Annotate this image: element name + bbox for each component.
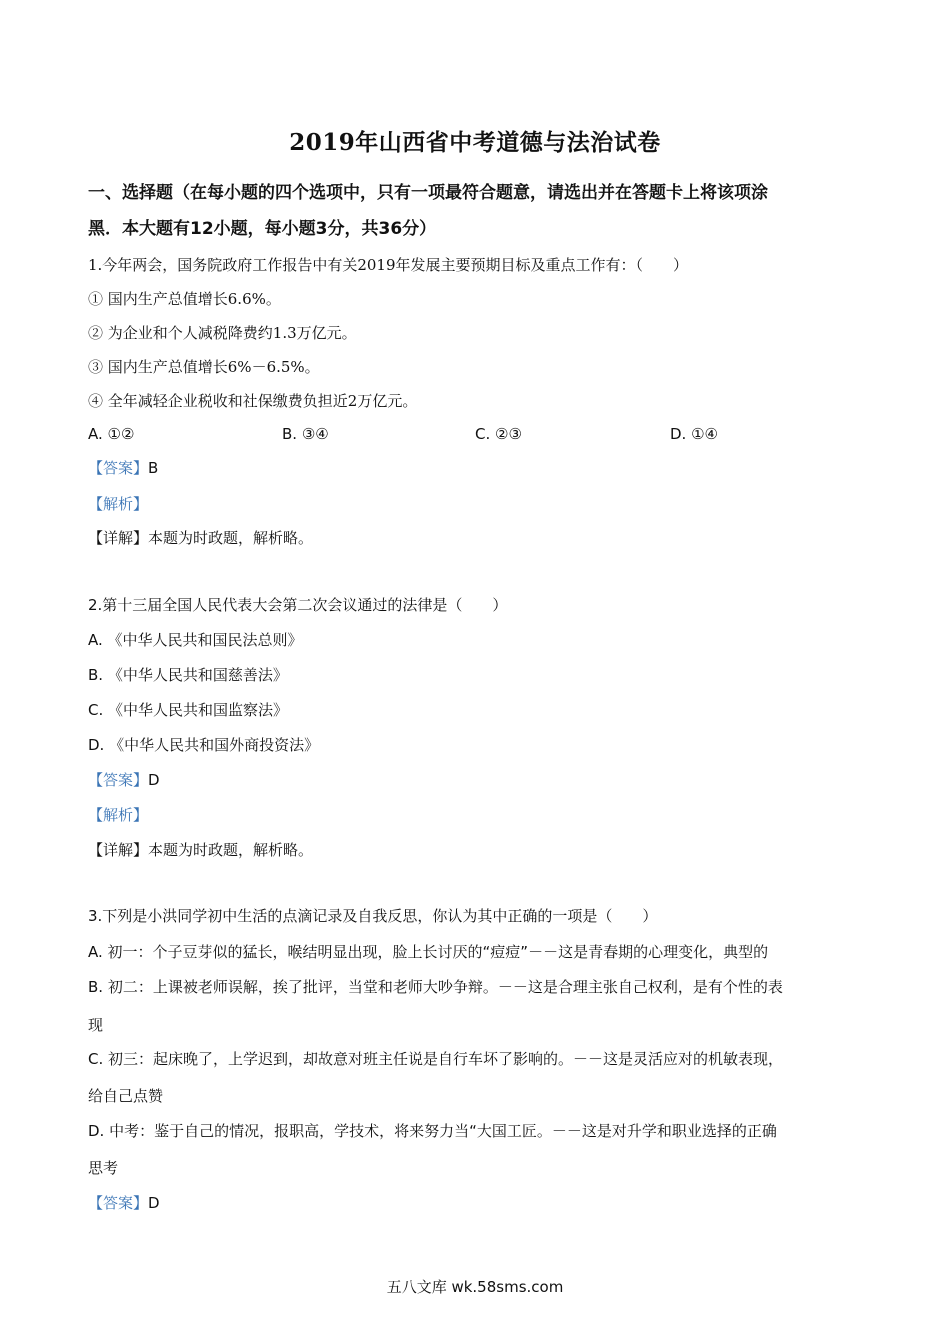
q3-option-d: D. 中考：鉴于自己的情况，报职高，学技术，将来努力当“大国工匠。－－这是对升学和职业选择的正确 [88,1122,777,1140]
q3-stem: 3.下列是小洪同学初中生活的点滴记录及自我反思，你认为其中正确的一项是（ ） [88,907,658,925]
q1-analysis-label: 【解析】 [88,495,149,513]
answer-label: 【答案】 [88,771,149,789]
q2-option-a: A. 《中华人民共和国民法总则》 [88,631,303,649]
q1-item-3: ③ 国内生产总值增长6%－6.5%。 [88,358,320,376]
q1-option-c: C. ②③ [475,425,522,443]
answer-value: B [148,459,159,477]
detail-label: 【详解】 [88,529,149,547]
q1-option-b: B. ③④ [282,425,329,443]
q2-detail [88,840,878,860]
answer-value: D [148,771,160,789]
q2-option-b: B. 《中华人民共和国慈善法》 [88,666,288,684]
q3-option-c-cont: 给自己点赞 [88,1087,164,1105]
q1-item-1: ① 国内生产总值增长6.6%。 [88,290,281,308]
q1-answer [88,458,878,478]
q3-option-b: B. 初二：上课被老师误解，挨了批评，当堂和老师大吵争辩。－－这是合理主张自己权利，是有个性的表 [88,978,783,996]
q3-option-b-cont: 现 [88,1016,104,1034]
q2-analysis-label: 【解析】 [88,806,149,824]
q2-stem: 2.第十三届全国人民代表大会第二次会议通过的法律是（ ） [88,596,508,614]
q1-item-4: ④ 全年减轻企业税收和社保缴费负担近2万亿元。 [88,392,418,410]
answer-value: D [148,1194,160,1212]
detail-text: 本题为时政题，解析略。 [148,841,314,859]
page-title: 2019年山西省中考道德与法治试卷 [289,129,661,156]
q1-stem: 1.今年两会，国务院政府工作报告中有关2019年发展主要预期目标及重点工作有：（ ） [88,256,688,274]
q3-option-a: A. 初一：个子豆芽似的猛长，喉结明显出现，脸上长讨厌的“痘痘”－－这是青春期的心理变化，典型的 [88,943,769,961]
q1-detail [88,528,878,548]
q3-answer [88,1193,878,1213]
q3-option-c: C. 初三：起床晚了，上学迟到，却故意对班主任说是自行车坏了影响的。－－这是灵活应对的机敏表现， [88,1050,784,1068]
section-heading-line-2: 黑．本大题有12小题，每小题3分，共36分） [88,219,437,239]
q2-option-c: C. 《中华人民共和国监察法》 [88,701,289,719]
answer-label: 【答案】 [88,1194,149,1212]
answer-label: 【答案】 [88,459,149,477]
q1-item-2: ② 为企业和个人减税降费约1.3万亿元。 [88,324,357,342]
q1-option-a: A. ①② [88,425,135,443]
q1-option-d: D. ①④ [670,425,718,443]
page-footer: 五八文库 wk.58sms.com [386,1278,564,1296]
detail-text: 本题为时政题，解析略。 [148,529,314,547]
section-heading-line-1: 一、选择题（在每小题的四个选项中，只有一项最符合题意，请选出并在答题卡上将该项涂 [88,183,768,203]
q2-option-d: D. 《中华人民共和国外商投资法》 [88,736,320,754]
detail-label: 【详解】 [88,841,149,859]
q2-answer [88,770,878,790]
q3-option-d-cont: 思考 [88,1159,119,1177]
